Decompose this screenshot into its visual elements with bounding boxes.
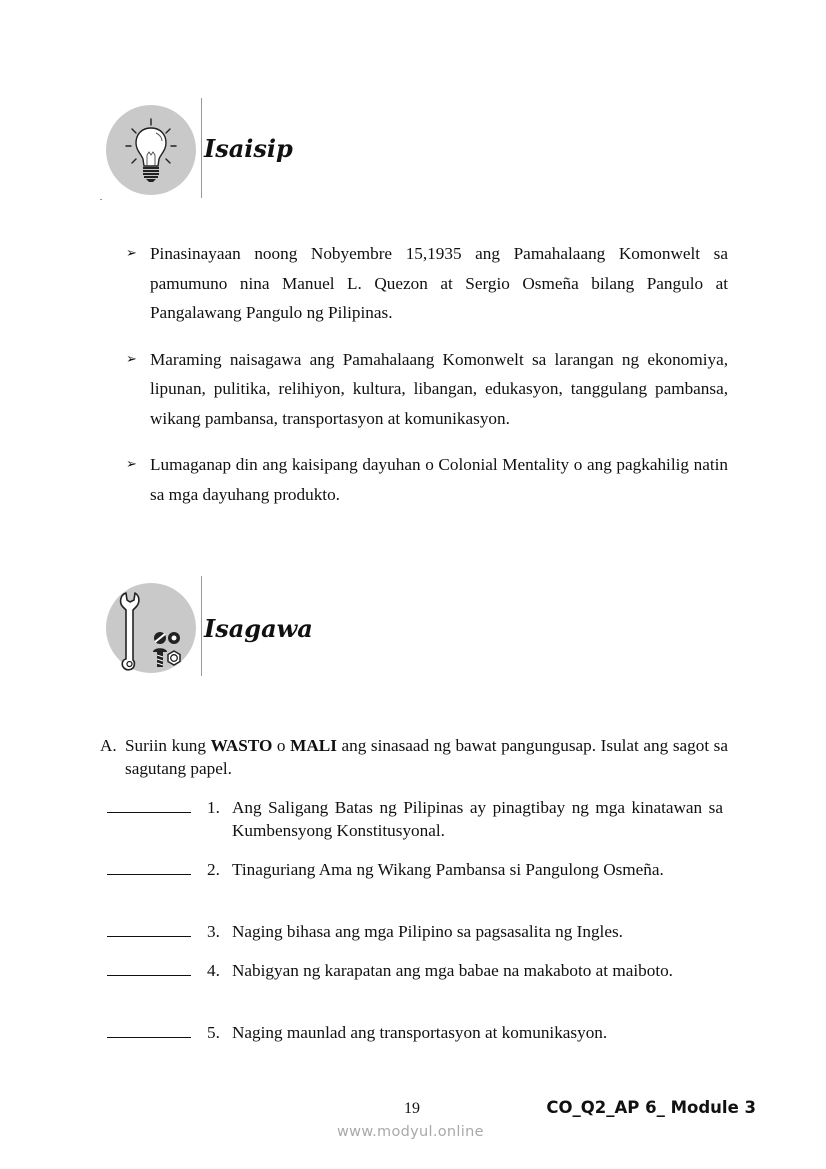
question-text: Ang Saligang Batas ng Pilipinas ay pinagtibay ng mga kinatawan sa Kumbensyong Konstitusyonal.	[232, 798, 723, 840]
watermark: www.modyul.online	[337, 1124, 484, 1140]
isagawa-header	[100, 576, 500, 680]
instruction-keyword-wasto: WASTO	[210, 736, 273, 755]
header-divider	[201, 98, 202, 198]
question-number: 1.	[207, 798, 220, 817]
question-item	[107, 1021, 723, 1060]
question-number: 3.	[207, 922, 220, 941]
question-text: Naging maunlad ang transportasyon at komunikasyon.	[232, 1023, 608, 1042]
section-title-isaisip: Isaisip	[204, 134, 293, 163]
activity-instruction	[100, 734, 728, 780]
question-number: 2.	[207, 860, 220, 879]
answer-blank[interactable]	[107, 1037, 191, 1038]
question-text: Naging bihasa ang mga Pilipino sa pagsasalita ng Ingles.	[232, 922, 623, 941]
question-item	[107, 796, 723, 858]
bullet-text: Pinasinayaan noong Nobyembre 15,1935 ang Pamahalaang Komonwelt sa pamumuno nina Manuel L. Quezon at Sergio Osmeña bilang Pangulo at Pangalawang Pangulo ng Pilipinas.	[150, 244, 728, 322]
section-title-isagawa: Isagawa	[204, 614, 313, 643]
isaisip-bullet-list	[126, 239, 728, 526]
instruction-text: ang sinasaad ng bawat pangungusap. Isulat ang sagot sa sagutang papel.	[125, 736, 728, 778]
true-false-items	[107, 796, 723, 1060]
question-text: Tinaguriang Ama ng Wikang Pambansa si Pangulong Osmeña.	[232, 860, 664, 879]
bullet-item	[126, 345, 728, 434]
answer-blank[interactable]	[107, 812, 191, 813]
arrow-bullet-icon: ➢	[126, 457, 137, 472]
lightbulb-icon	[106, 105, 196, 195]
question-item	[107, 959, 723, 1021]
question-number: 4.	[207, 961, 220, 980]
bullet-text: Maraming naisagawa ang Pamahalaang Komonwelt sa larangan ng ekonomiya, lipunan, pulitika, relihiyon, kultura, libangan, edukasyon, tanggulang pambansa, wikang pambansa, transportasyon at komunikasyon.	[150, 349, 728, 428]
page-number: 19	[404, 1100, 420, 1117]
question-item	[107, 920, 723, 959]
question-number: 5.	[207, 1023, 220, 1042]
arrow-bullet-icon: ➢	[126, 246, 137, 261]
arrow-bullet-icon: ➢	[126, 351, 137, 367]
answer-blank[interactable]	[107, 936, 191, 937]
bullet-text: Lumaganap din ang kaisipang dayuhan o Colonial Mentality o ang pagkahilig natin sa mga dayuhang produkto.	[150, 455, 728, 504]
answer-blank[interactable]	[107, 874, 191, 875]
wrench-tools-icon	[106, 583, 196, 673]
instruction-letter: A.	[100, 736, 117, 755]
instruction-text: o	[272, 736, 291, 755]
module-code: CO_Q2_AP 6_ Module 3	[546, 1098, 756, 1117]
answer-blank[interactable]	[107, 975, 191, 976]
bullet-item	[126, 239, 728, 328]
header-divider	[201, 576, 202, 676]
question-item	[107, 858, 723, 920]
question-text: Nabigyan ng karapatan ang mga babae na makaboto at maiboto.	[232, 961, 673, 980]
decorative-dot	[100, 199, 102, 200]
instruction-keyword-mali: MALI	[290, 736, 337, 755]
isaisip-header	[100, 98, 500, 202]
instruction-text: Suriin kung	[125, 736, 211, 755]
bullet-item	[126, 450, 728, 509]
